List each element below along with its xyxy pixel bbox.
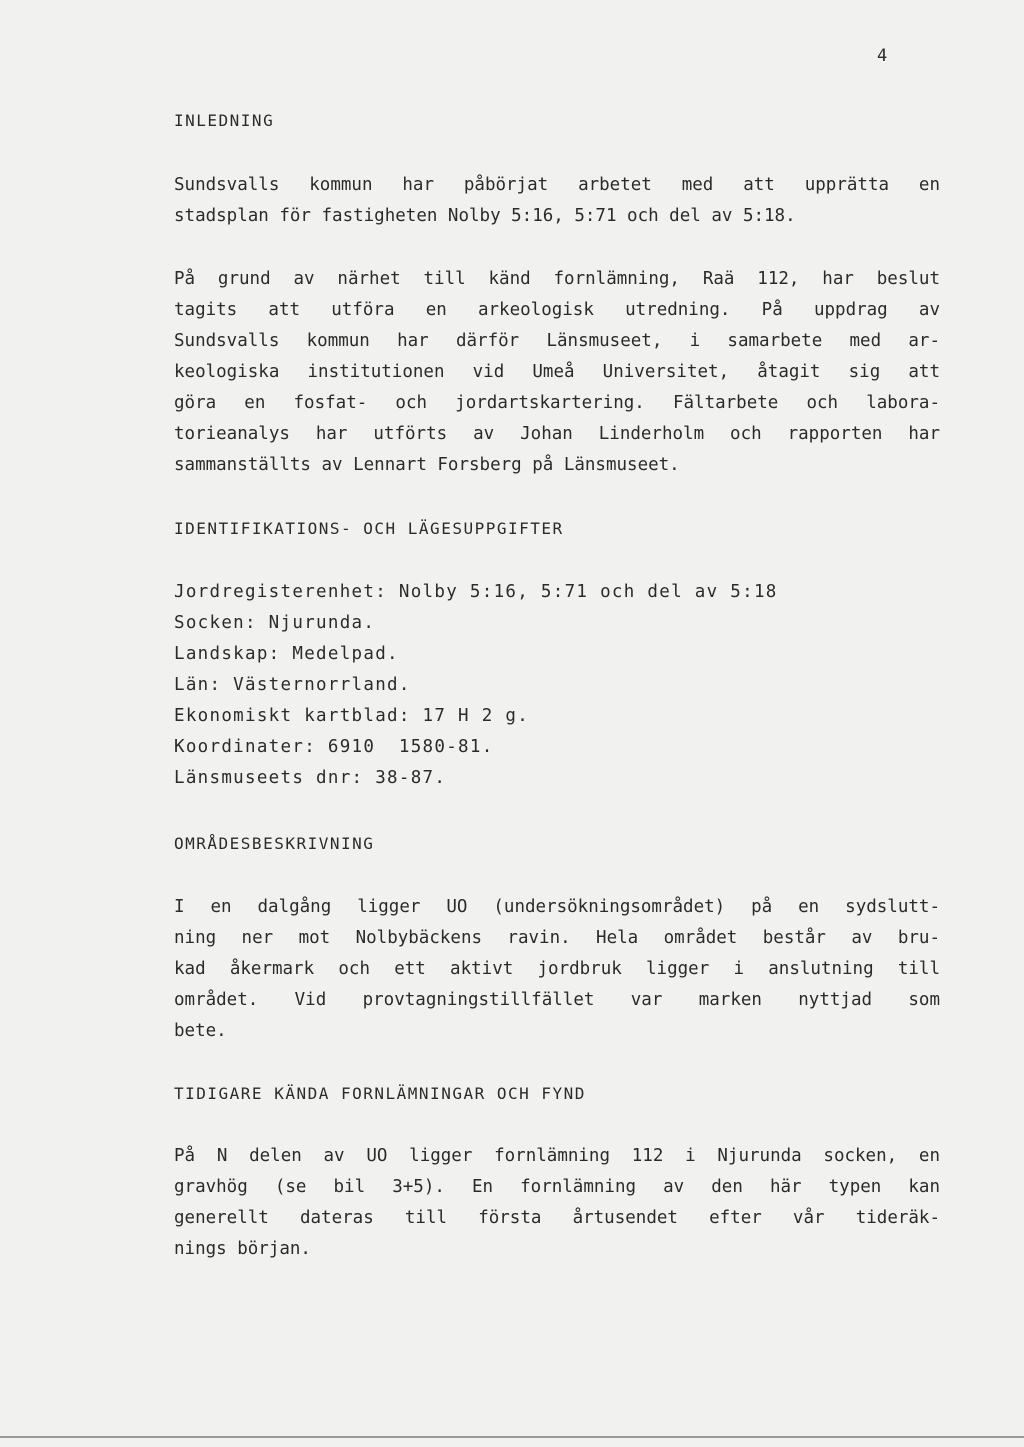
text-line: torieanalys har utförts av Johan Linderholm och rapporten har — [174, 424, 940, 444]
identification-line: Landskap: Medelpad. — [174, 644, 399, 664]
text-line: Sundsvalls kommun har påbörjat arbetet med att upprätta en — [174, 175, 940, 195]
text-line: göra en fosfat- och jordartskartering. Fältarbete och labora- — [174, 393, 940, 413]
heading-identifikation: IDENTIFIKATIONS- OCH LÄGESUPPGIFTER — [174, 519, 564, 538]
text-line: bete. — [174, 1021, 227, 1041]
identification-line: Ekonomiskt kartblad: 17 H 2 g. — [174, 706, 530, 726]
paragraph-fornlamningar — [174, 1141, 940, 1265]
heading-inledning: INLEDNING — [174, 111, 275, 130]
identification-line: Län: Västernorrland. — [174, 675, 411, 695]
text-line: tagits att utföra en arkeologisk utredning. På uppdrag av — [174, 300, 940, 320]
identification-line: Koordinater: 6910 1580-81. — [174, 737, 494, 757]
paragraph-inledning-1 — [174, 170, 940, 232]
text-line: keologiska institutionen vid Umeå Universitet, åtagit sig att — [174, 362, 940, 382]
page-number: 4 — [877, 46, 889, 66]
text-line: sammanställts av Lennart Forsberg på Länsmuseet. — [174, 455, 680, 475]
paragraph-inledning-2 — [174, 264, 940, 481]
text-line: kad åkermark och ett aktivt jordbruk ligger i anslutning till — [174, 959, 940, 979]
page-bottom-edge — [0, 1436, 1024, 1438]
text-line: Sundsvalls kommun har därför Länsmuseet, i samarbete med ar- — [174, 331, 940, 351]
text-line: nings början. — [174, 1239, 311, 1259]
text-line: På grund av närhet till känd fornlämning, Raä 112, har beslut — [174, 269, 940, 289]
text-line: stadsplan för fastigheten Nolby 5:16, 5:71 och del av 5:18. — [174, 206, 796, 226]
heading-omradesbeskrivning: OMRÅDESBESKRIVNING — [174, 834, 375, 853]
text-line: generellt dateras till första årtusendet efter vår tideräk- — [174, 1208, 940, 1228]
identification-list — [174, 577, 940, 794]
identification-line: Jordregisterenhet: Nolby 5:16, 5:71 och del av 5:18 — [174, 582, 778, 602]
identification-line: Länsmuseets dnr: 38-87. — [174, 768, 447, 788]
heading-fornlamningar: TIDIGARE KÄNDA FORNLÄMNINGAR OCH FYND — [174, 1084, 586, 1103]
identification-line: Socken: Njurunda. — [174, 613, 376, 633]
text-line: ning ner mot Nolbybäckens ravin. Hela området består av bru- — [174, 928, 940, 948]
text-line: På N delen av UO ligger fornlämning 112 i Njurunda socken, en — [174, 1146, 940, 1166]
text-line: I en dalgång ligger UO (undersökningsområdet) på en sydslutt- — [174, 897, 940, 917]
paragraph-omradesbeskrivning — [174, 892, 940, 1047]
text-line: området. Vid provtagningstillfället var marken nyttjad som — [174, 990, 940, 1010]
text-line: gravhög (se bil 3+5). En fornlämning av den här typen kan — [174, 1177, 940, 1197]
